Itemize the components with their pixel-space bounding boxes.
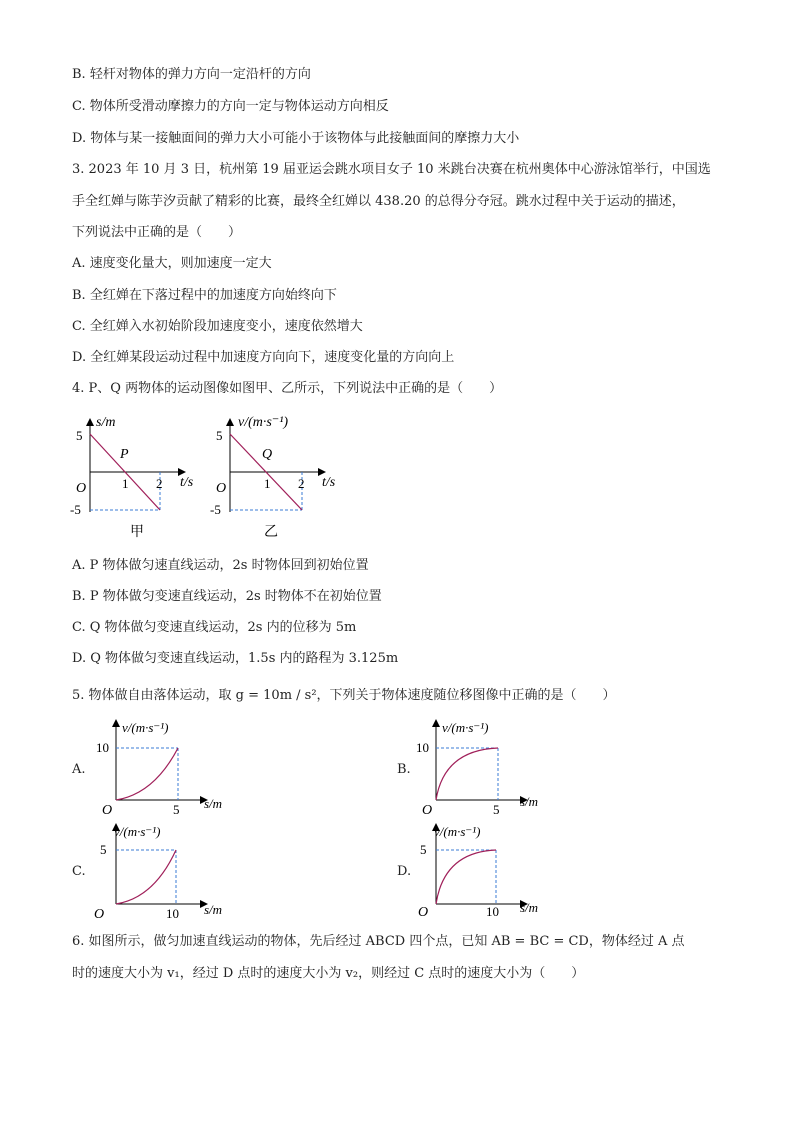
q2-option-b: B. 轻杆对物体的弹力方向一定沿杆的方向 (72, 67, 311, 82)
x2: 2 (156, 476, 163, 491)
q5-graph-c (94, 818, 244, 924)
origin: O (76, 481, 87, 496)
xlabel: t/s (322, 475, 336, 490)
ymark: 10 (96, 740, 109, 755)
ylabel: v/(m·s⁻¹) (238, 415, 289, 430)
ymark: 10 (416, 740, 429, 755)
ylabel: v/(m·s⁻¹) (434, 824, 481, 839)
q5-graph-a (94, 714, 244, 820)
q5-label-c: C. (72, 864, 86, 879)
q4-graph-left (70, 408, 210, 540)
curve-label: P (120, 447, 129, 462)
q2-option-c: C. 物体所受滑动摩擦力的方向一定与物体运动方向相反 (72, 99, 389, 114)
q6-stem-line2: 时的速度大小为 v₁，经过 D 点时的速度大小为 v₂，则经过 C 点时的速度大小为（ ） (72, 966, 585, 981)
q4-stem: 4. P、Q 两物体的运动图像如图甲、乙所示，下列说法中正确的是（ ） (72, 381, 503, 396)
ymark: 5 (420, 842, 427, 857)
ylabel: v/(m·s⁻¹) (442, 720, 489, 735)
curve (436, 748, 498, 800)
q4-option-c: C. Q 物体做匀变速直线运动，2s 内的位移为 5m (72, 620, 357, 635)
xlabel: s/m (204, 902, 223, 917)
xlabel: s/m (520, 794, 539, 809)
q3-option-c: C. 全红婵入水初始阶段加速度变小，速度依然增大 (72, 319, 363, 334)
q5-stem: 5. 物体做自由落体运动，取 g = 10m / s²，下列关于物体速度随位移图像中正确的是（ ） (72, 688, 616, 703)
caption: 甲 (130, 525, 144, 540)
q4-option-d: D. Q 物体做匀变速直线运动，1.5s 内的路程为 3.125m (72, 651, 399, 666)
xlabel: s/m (520, 900, 539, 915)
ymark: 5 (100, 842, 107, 857)
q2-option-d: D. 物体与某一接触面间的弹力大小可能小于该物体与此接触面间的摩擦力大小 (72, 131, 520, 146)
q6-stem-line1: 6. 如图所示，做匀加速直线运动的物体，先后经过 ABCD 四个点，已知 AB = BC = CD，物体经过 A 点 (72, 934, 685, 949)
q5-graph-b (414, 714, 564, 820)
q3-stem-line3: 下列说法中正确的是（ ） (72, 225, 242, 240)
origin: O (422, 803, 433, 818)
y-bot: -5 (210, 502, 221, 517)
xmark: 5 (173, 802, 180, 817)
q5-label-a: A. (72, 762, 86, 777)
origin: O (102, 803, 113, 818)
q5-label-b: B. (397, 762, 411, 777)
curve (436, 850, 496, 904)
origin: O (418, 905, 429, 920)
caption: 乙 (264, 525, 278, 540)
y-bot: -5 (70, 502, 81, 517)
curve-label: Q (262, 447, 273, 462)
y-arrow (86, 418, 94, 426)
x1: 1 (122, 476, 129, 491)
q3-option-a: A. 速度变化量大，则加速度一定大 (72, 256, 272, 271)
origin: O (94, 907, 105, 922)
q3-stem-line2: 手全红婵与陈芋汐贡献了精彩的比赛，最终全红婵以 438.20 的总得分夺冠。跳水过程中关于运动的描述， (72, 194, 685, 209)
ylabel: s/m (96, 415, 116, 430)
q3-stem-line1: 3. 2023 年 10 月 3 日，杭州第 19 届亚运会跳水项目女子 10 米跳台决赛在杭州奥体中心游泳馆举行，中国选 (72, 162, 711, 177)
curve (116, 748, 178, 800)
y-arrow (226, 418, 234, 426)
curve (116, 850, 176, 904)
q5-graph-d (414, 818, 564, 924)
ylabel: v/(m·s⁻¹) (114, 824, 161, 839)
q5-label-d: D. (397, 864, 412, 879)
origin: O (216, 481, 227, 496)
q3-option-d: D. 全红婵某段运动过程中加速度方向向下，速度变化量的方向向上 (72, 350, 455, 365)
q3-option-b: B. 全红婵在下落过程中的加速度方向始终向下 (72, 288, 337, 303)
x1: 1 (264, 476, 271, 491)
xlabel: s/m (204, 796, 223, 811)
x2: 2 (298, 476, 305, 491)
q4-option-a: A. P 物体做匀速直线运动，2s 时物体回到初始位置 (72, 558, 369, 573)
xmark: 5 (493, 802, 500, 817)
xmark: 10 (486, 904, 499, 919)
q4-graph-right (208, 408, 358, 540)
xmark: 10 (166, 906, 179, 921)
y-top: 5 (76, 428, 83, 443)
ylabel: v/(m·s⁻¹) (122, 720, 169, 735)
q4-option-b: B. P 物体做匀变速直线运动，2s 时物体不在初始位置 (72, 589, 382, 604)
y-top: 5 (216, 428, 223, 443)
xlabel: t/s (180, 475, 194, 490)
